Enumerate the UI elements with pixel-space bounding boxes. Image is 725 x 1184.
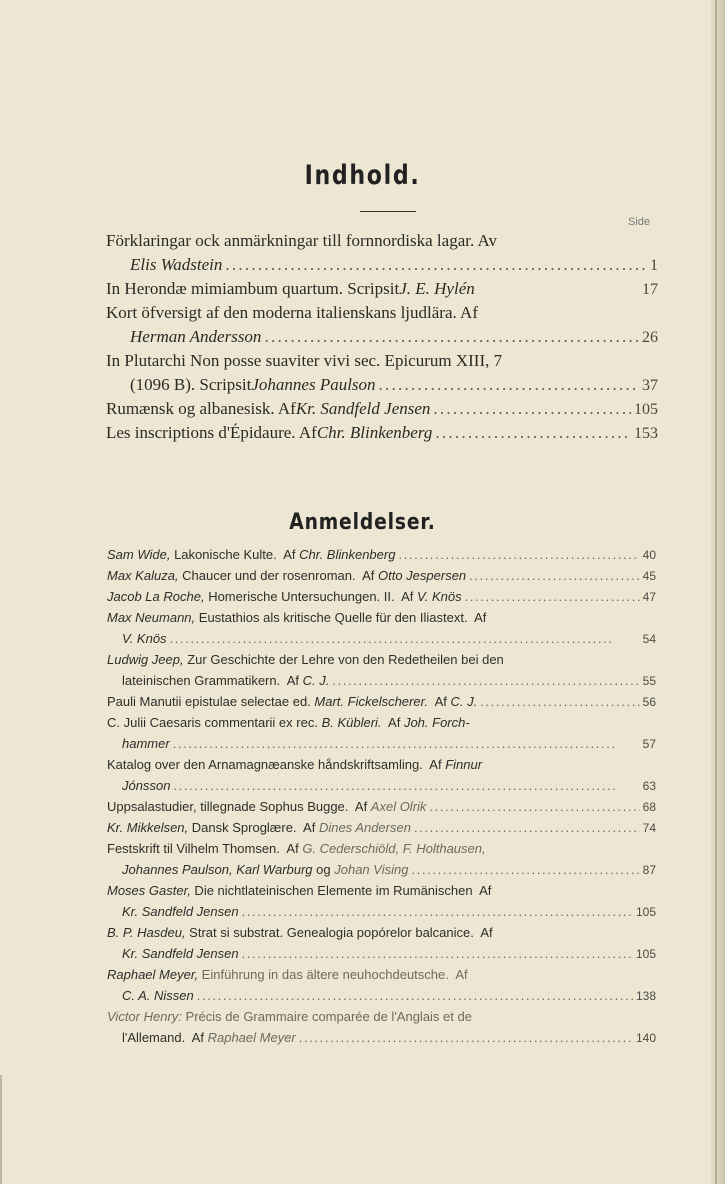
review-page-number: 74 <box>642 821 656 835</box>
review-line <box>122 944 656 964</box>
review-page-number: 57 <box>642 737 656 751</box>
dot-leader <box>242 902 633 922</box>
toc-entry-line <box>130 253 658 277</box>
review-line <box>107 881 656 901</box>
review-line <box>107 608 656 628</box>
review-line <box>122 776 656 796</box>
review-page-number: 138 <box>635 989 656 1003</box>
review-line <box>107 818 656 838</box>
reviewer: Chr. Blinkenberg <box>299 547 396 562</box>
review-text: C. Julii Caesaris commentarii ex rec. <box>107 715 322 730</box>
dot-leader <box>433 397 631 421</box>
toc-text: In Plutarchi Non posse suaviter vivi sec. Epicurum XIII, 7 <box>106 351 503 370</box>
dot-leader <box>173 734 640 754</box>
review-page-number: 140 <box>635 1031 656 1045</box>
dot-leader <box>379 373 639 397</box>
review-page-number: 87 <box>642 863 656 877</box>
review-text: Uppsalastudier, tillegnade Sophus Bugge. Af <box>107 799 371 814</box>
toc-text: Les inscriptions d'Épidaure. Af <box>106 423 317 442</box>
dot-leader <box>480 692 639 712</box>
review-text: Strat si substrat. Genealogia popórelor balcanice. Af <box>185 925 493 940</box>
review-editor: Mart. Fickelscherer. <box>314 694 429 709</box>
review-page-number: 47 <box>642 590 656 604</box>
review-text: Dansk Sproglære. Af <box>188 820 319 835</box>
toc-page-number: 17 <box>642 281 658 298</box>
dot-leader <box>429 797 639 817</box>
review-line <box>122 629 656 649</box>
review-page-number: 55 <box>642 674 656 688</box>
review-line <box>107 692 656 712</box>
title-rule <box>360 211 416 212</box>
review-author: Max Neumann, <box>107 610 196 625</box>
toc-text: Förklaringar ock anmärkningar till fornnordiska lagar. Av <box>106 231 498 250</box>
review-author: Sam Wide, <box>107 547 171 562</box>
dot-leader <box>197 986 633 1006</box>
dot-leader <box>414 818 640 838</box>
reviewer: Kr. Sandfeld Jensen <box>122 946 239 961</box>
toc-page-number: 105 <box>634 401 658 418</box>
toc-text: Rumænsk og albanesisk. Af <box>106 399 296 418</box>
review-line <box>122 1028 656 1048</box>
dot-leader <box>173 776 639 796</box>
review-author: Max Kaluza, <box>107 568 179 583</box>
toc-author: J. E. Hylén <box>399 279 475 298</box>
toc-entry-line <box>106 349 658 373</box>
review-line <box>107 566 656 586</box>
page-title: Indhold. <box>304 160 421 191</box>
toc-text: (1096 B). Scripsit <box>130 375 252 394</box>
dot-leader <box>469 566 639 586</box>
reviewer: Kr. Sandfeld Jensen <box>122 904 239 919</box>
reviewer: V. Knös <box>417 589 462 604</box>
review-text: Af <box>428 694 451 709</box>
binding-crease <box>715 0 717 1184</box>
review-text: Chaucer und der rosenroman. Af <box>178 568 378 583</box>
dot-leader <box>465 587 640 607</box>
review-author: Victor Henry: <box>107 1009 182 1024</box>
toc-entry-line <box>106 277 658 301</box>
dot-leader <box>398 545 639 565</box>
review-page-number: 56 <box>642 695 656 709</box>
review-line <box>107 755 656 775</box>
review-line <box>107 587 656 607</box>
dot-leader <box>411 860 639 880</box>
side-column-label: Side <box>628 216 651 228</box>
reviewer: Finnur <box>445 757 483 772</box>
review-text: l'Allemand. Af <box>122 1030 208 1045</box>
toc-author: Herman Andersson <box>130 327 262 346</box>
toc-text: In Herondæ mimiambum quartum. Scripsit <box>106 279 400 298</box>
toc-page-number: 1 <box>650 257 658 274</box>
review-author: B. P. Hasdeu, <box>107 925 186 940</box>
dot-leader <box>242 944 633 964</box>
review-line <box>107 650 656 670</box>
review-text: lateinischen Grammatikern. Af <box>122 673 303 688</box>
reviewer: Raphael Meyer <box>207 1030 296 1045</box>
review-text: Zur Geschichte der Lehre von den Redetheilen bei den <box>183 652 504 667</box>
toc-author: Chr. Blinkenberg <box>316 423 433 442</box>
reviewer: C. J. <box>450 694 478 709</box>
review-line <box>122 902 656 922</box>
review-line <box>107 839 656 859</box>
review-line <box>122 860 656 880</box>
toc-page-number: 37 <box>642 377 658 394</box>
review-text: Lakonische Kulte. Af <box>170 547 300 562</box>
toc-entry-line <box>130 373 658 397</box>
reviewer: Otto Jespersen <box>378 568 467 583</box>
reviews-heading: Anmeldelser. <box>289 510 436 535</box>
dot-leader <box>299 1028 633 1048</box>
review-author: Moses Gaster, <box>107 883 191 898</box>
review-line <box>107 713 656 733</box>
review-line <box>107 965 656 985</box>
review-line <box>107 923 656 943</box>
reviewer: C. J. <box>302 673 330 688</box>
reviewer: Axel Olrik <box>370 799 427 814</box>
review-line <box>107 1007 656 1027</box>
reviewer: G. Cederschiöld, F. Holthausen, <box>302 841 486 856</box>
review-line <box>122 986 656 1006</box>
review-author: Kr. Mikkelsen, <box>107 820 189 835</box>
toc-page-number: 26 <box>642 329 658 346</box>
review-text: og <box>312 862 335 877</box>
reviewer: Joh. Forch- <box>403 715 470 730</box>
review-line <box>107 797 656 817</box>
review-line <box>122 734 656 754</box>
reviewer: Johan Vising <box>334 862 409 877</box>
review-page-number: 45 <box>642 569 656 583</box>
review-page-number: 68 <box>642 800 656 814</box>
review-text: Pauli Manutii epistulae selectae ed. <box>107 694 315 709</box>
toc-entry-line <box>106 397 658 421</box>
review-author: Jacob La Roche, <box>107 589 205 604</box>
dot-leader <box>435 421 631 445</box>
review-page-number: 63 <box>642 779 656 793</box>
review-editor: B. Kübleri. <box>321 715 382 730</box>
review-page-number: 54 <box>642 632 656 646</box>
review-text: Af <box>381 715 404 730</box>
review-text: Festskrift til Vilhelm Thomsen. Af <box>107 841 303 856</box>
review-text: Précis de Grammaire comparée de l'Anglais et de <box>181 1009 472 1024</box>
page-edge <box>711 0 725 1184</box>
toc-entry-line <box>106 421 658 445</box>
reviewer: C. A. Nissen <box>122 988 194 1003</box>
review-text: Eustathios als kritische Quelle für den Iliastext. Af <box>195 610 487 625</box>
reviewer: Dines Andersen <box>318 820 411 835</box>
review-text: Katalog over den Arnamagnæanske håndskriftsamling. Af <box>107 757 446 772</box>
reviewer: Johannes Paulson, Karl Warburg <box>122 862 313 877</box>
review-text: Homerische Untersuchungen. II. Af <box>204 589 418 604</box>
toc-entry-line <box>130 325 658 349</box>
toc-page-number: 153 <box>634 425 658 442</box>
review-page-number: 105 <box>635 905 656 919</box>
toc-text: Kort öfversigt af den moderna italienskans ljudlära. Af <box>106 303 478 322</box>
review-author: Ludwig Jeep, <box>107 652 184 667</box>
dot-leader <box>264 325 639 349</box>
left-page-edge <box>0 1075 8 1184</box>
review-text: Einführung in das ältere neuhochdeutsche. Af <box>198 967 468 982</box>
dot-leader <box>332 671 639 691</box>
toc-author: Johannes Paulson <box>251 375 376 394</box>
review-line <box>107 545 656 565</box>
toc-author: Elis Wadstein <box>130 255 223 274</box>
review-author: Raphael Meyer, <box>107 967 199 982</box>
reviewer: V. Knös <box>122 631 167 646</box>
toc-entry-line <box>106 229 658 253</box>
dot-leader <box>225 253 647 277</box>
review-line <box>122 671 656 691</box>
dot-leader <box>170 629 640 649</box>
review-page-number: 105 <box>635 947 656 961</box>
reviewer: Jónsson <box>122 778 171 793</box>
review-page-number: 40 <box>642 548 656 562</box>
toc-author: Kr. Sandfeld Jensen <box>295 399 431 418</box>
reviewer: hammer <box>122 736 170 751</box>
review-text: Die nichtlateinischen Elemente im Rumänischen Af <box>190 883 492 898</box>
toc-entry-line <box>106 301 658 325</box>
